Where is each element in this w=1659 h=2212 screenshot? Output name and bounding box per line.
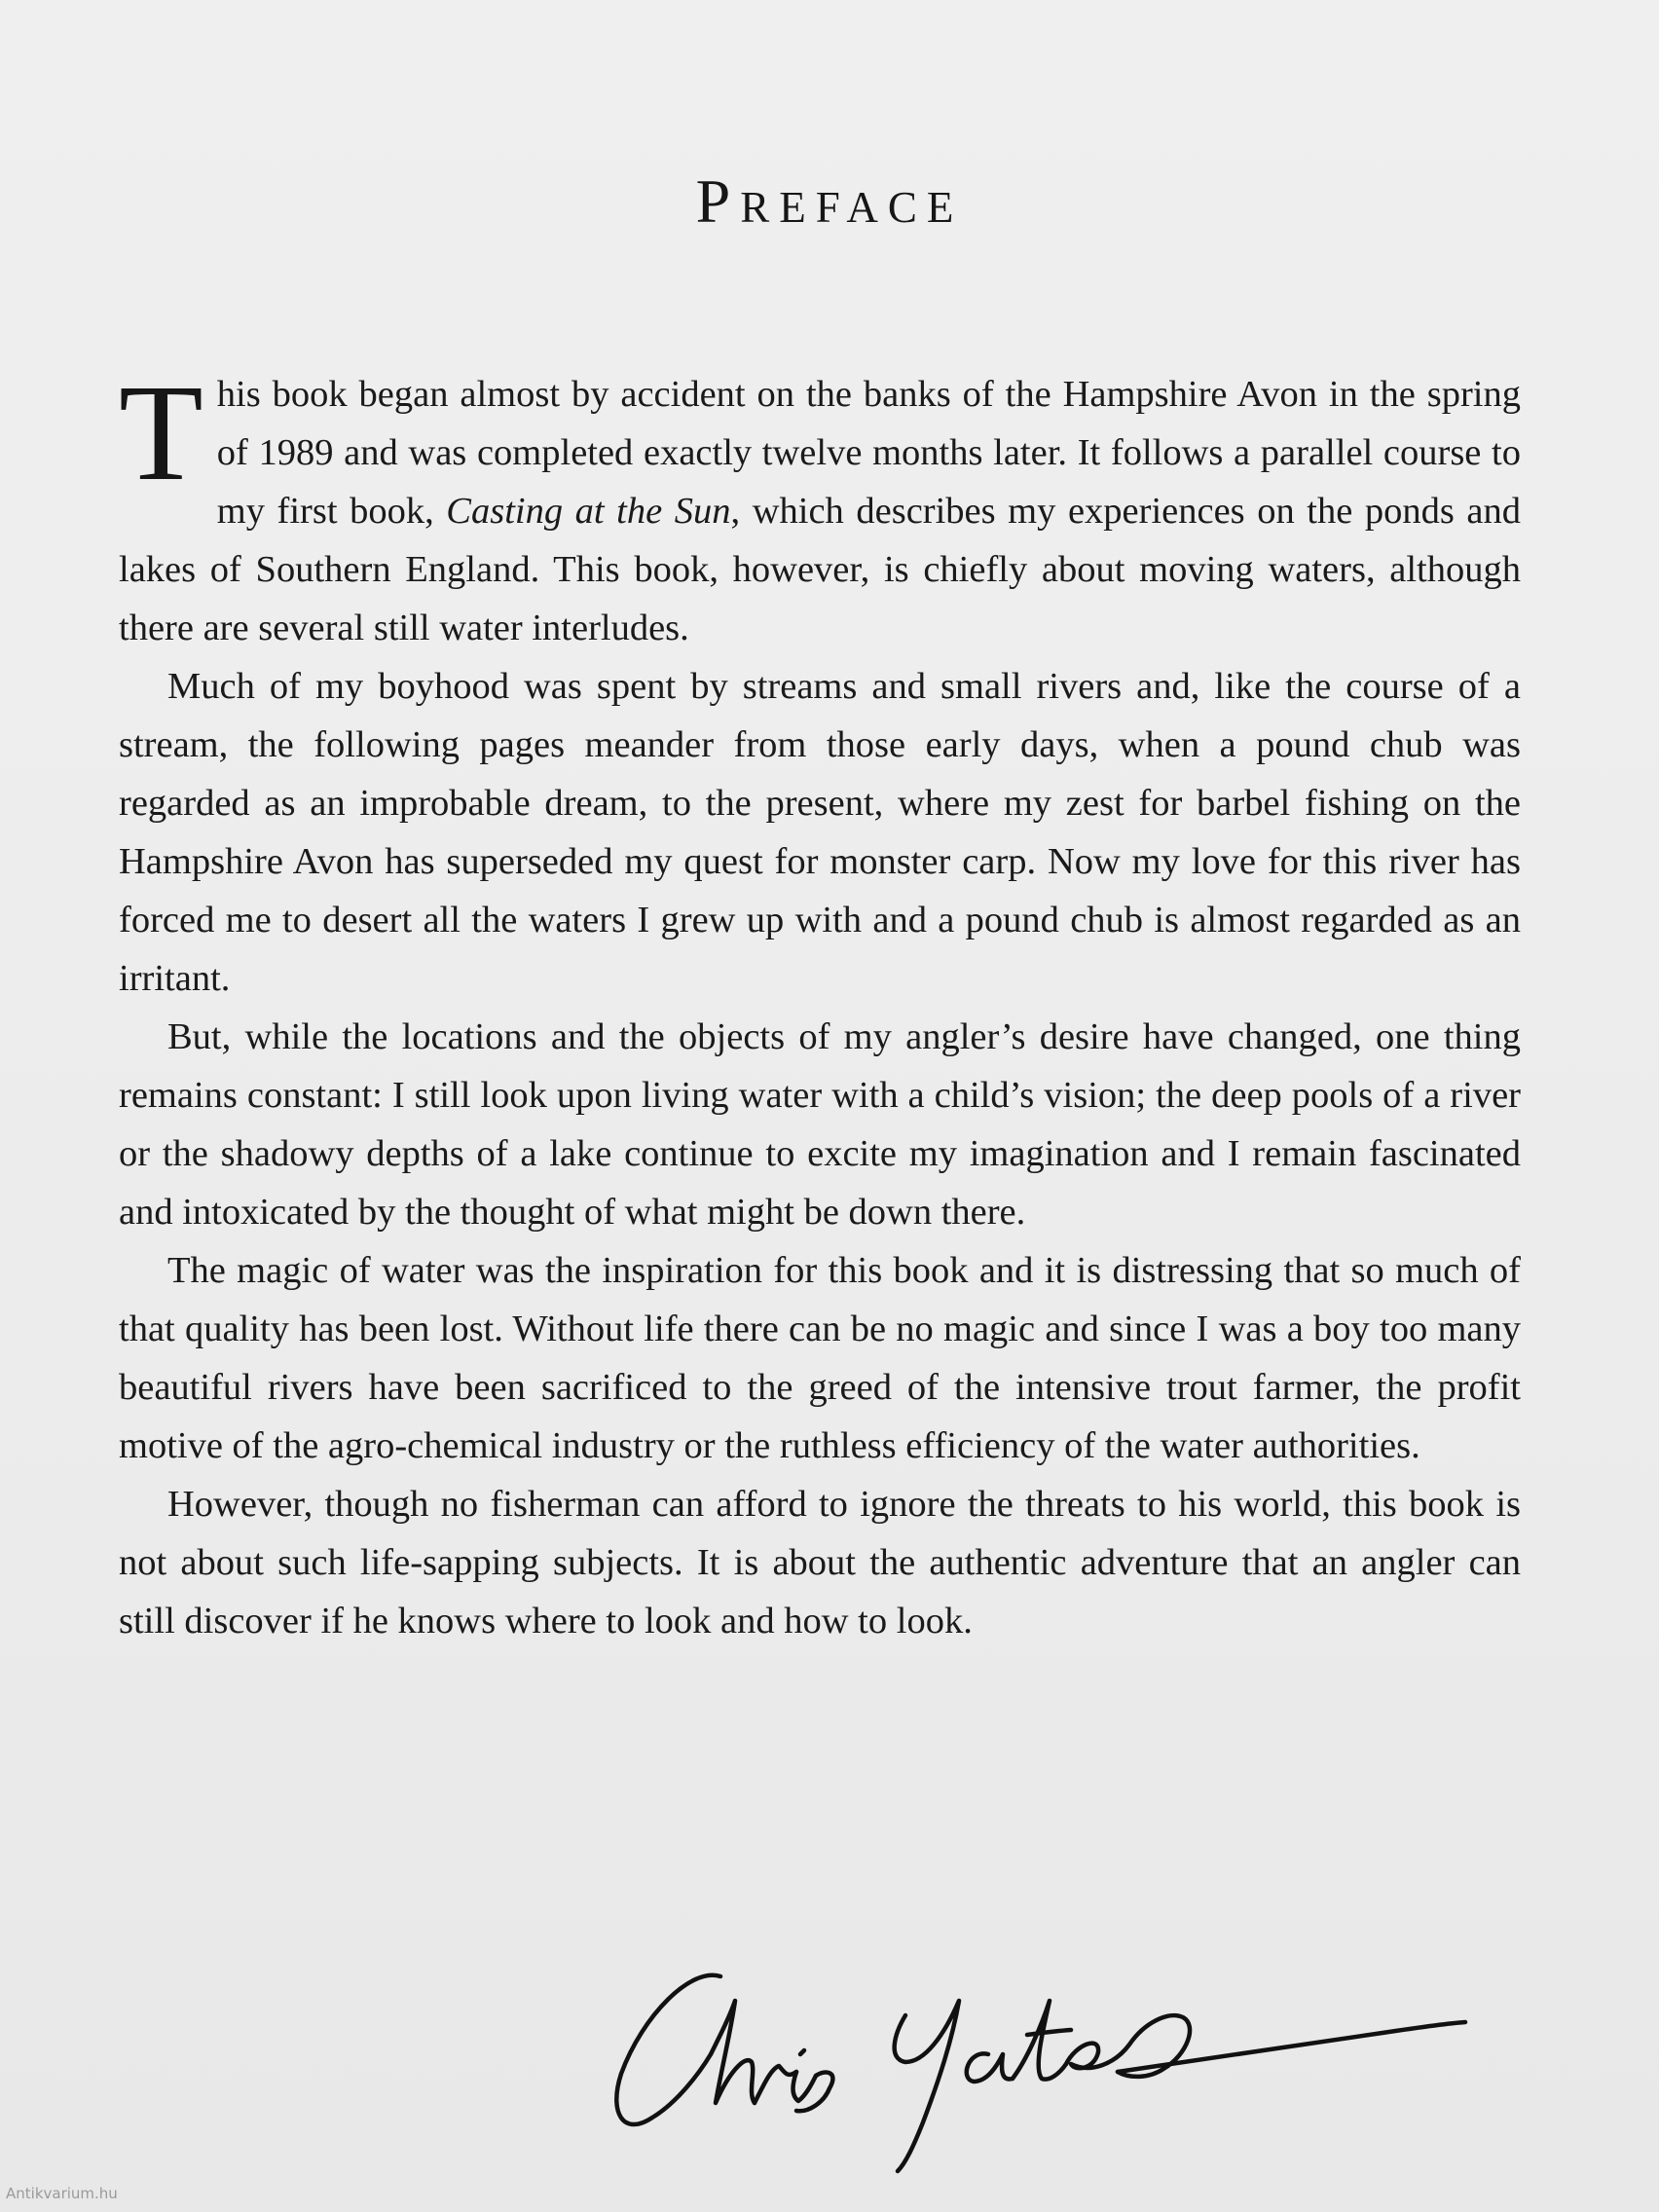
drop-cap: T — [119, 355, 203, 509]
paragraph-2: Much of my boyhood was spent by streams and small rivers and, like the course of a stream, the following pages meander from those early days, when a pound chub was regarded as an improbable dream, to the present, where my zest for barbel fishing on the Hampshire Avon has superseded my quest for monster carp. Now my love for this river has forced me to desert all the waters I grew up with and a pound chub is almost regarded as an irritant. — [119, 666, 1521, 999]
paragraph-1-text-start: his book began almost by accident on the banks of the Hampshire Avon in the spring of 1989 and was completed exactly twelve months later. It follows a parallel course to my first book, — [216, 374, 1521, 532]
paragraph-5: However, though no fisherman can afford to ignore the threats to his world, this book is not about such life-sapping subjects. It is about the authentic adventure that an angler can still discover if he knows where to look and how to look. — [119, 1484, 1521, 1641]
signature-icon — [584, 1908, 1499, 2200]
paragraph-1-text-end: , which describes my experiences on the ponds and lakes of Southern England. This book, however, is chiefly about moving waters, although there are several still water interludes. — [119, 491, 1522, 648]
watermark: Antikvarium.hu — [6, 2185, 118, 2202]
paragraph-3: But, while the locations and the objects of my angler’s desire have changed, one thing remains constant: I still look upon living water with a child’s vision; the deep pools of a river or the shadowy depths of a lake continue to excite my imagination and I remain fascinated and intoxicated by the thought of what might be down there. — [119, 1016, 1521, 1233]
author-signature — [584, 1908, 1499, 2200]
book-title-italic: Casting at the Sun — [446, 491, 731, 532]
paragraph-4: The magic of water was the inspiration for this book and it is distressing that so much of that quality has been lost. Without life there can be no magic and since I was a boy too many beautiful rivers have been sacrificed to the greed of the intensive trout farmer, the profit motive of the agro-chemical industry or the ruthless efficiency of the water authorities. — [119, 1250, 1521, 1466]
page-title: Preface — [695, 166, 964, 236]
paragraph-1 — [119, 355, 1522, 657]
preface-body — [119, 355, 1522, 1650]
